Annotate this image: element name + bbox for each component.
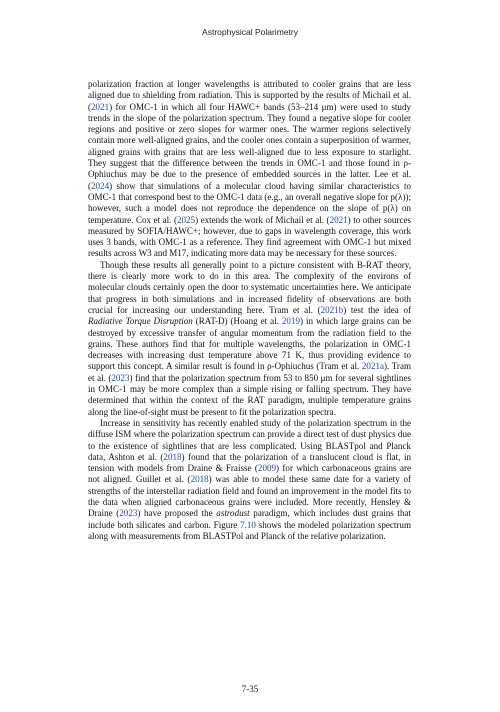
italic-term: Radiative Torque Disruption [88, 316, 193, 327]
text-run: ) found that the polarization of a translucent cloud is flat, in tension with models from Draine & Fraisse ( [88, 451, 411, 474]
citation-link[interactable]: 2021 [91, 101, 110, 112]
citation-link[interactable]: 2021 [329, 214, 348, 225]
text-run: ) was able to model these same date for a variety of strengths of the interstellar radiation field and found an improvement in the model fits to the data when aligned carbonaceous grains were included. More recently, Hensley & Draine ( [88, 474, 411, 519]
text-run: (RAT-D) (Hoang et al. [192, 316, 282, 327]
citation-link[interactable]: 2025 [176, 214, 196, 225]
paragraph [88, 418, 411, 542]
citation-link[interactable]: 2018 [163, 451, 182, 462]
text-run: Increase in sensitivity has recently enabled study of the polarization spectrum in the diffuse ISM where the polarization spectrum can provide a direct test of dust physics due to the existence of sightlines that are less complicated. Using BLASTpol and Planck data, Ashton et al. ( [88, 417, 411, 462]
text-run: ) find that the polarization spectrum from 53 to 850 μm for several sightlines in OMC-1 may be more complex than a simple rising or falling spectrum. They have determined that within the context of the RAT paradigm, multiple temperature grains along the line-of-sight must be present to fit the polarization spectra. [88, 372, 411, 417]
text-run: ) for which carbonaceous grains are not aligned. Guillet et al. ( [88, 463, 411, 485]
text-run: Though these results all generally point to a picture consistent with B-RAT theory, there is clearly more work to do in this area. The complexity of the environs of molecular clouds certainly open the door to systematic uncertainties here. We anticipate that progress in both simulations and in increased fidelity of observations are both crucial for increasing our understanding here. Tram et al. ( [88, 259, 411, 315]
citation-link[interactable]: 2021a [361, 361, 384, 372]
text-run: ) for OMC-1 in which all four HAWC+ bands (53–214 μm) were used to study trends in the slope of the polarization spectrum. They found a negative slope for cooler regions and positive or zero slopes for warmer ones. The warmer regions selectively contain more well-aligned grains, and the cooler ones contain a superposition of warmer, aligned grains with grains that are less well-aligned due to less exposure to starlight. They suggest that the difference between the trends in OMC-1 and those found in ρ-Ophiuchus may be due to the presence of embedded sources in the latter. Lee et al. ( [88, 101, 411, 191]
text-run: ) in which large grains can be destroyed by excessive transfer of angular momentum from the radiation field to the grains. These authors find that for multiple wavelengths, the polarization in OMC-1 decreases with increasing dust temperature above 71 K, thus providing evidence to support this concept. A similar result is found in ρ-Ophiuchus (Tram et al. [88, 316, 412, 372]
citation-link[interactable]: 2019 [281, 316, 300, 327]
page-number: 7-35 [241, 684, 259, 694]
running-header: Astrophysical Polarimetry [202, 27, 298, 37]
text-run: ) have proposed the [137, 508, 217, 519]
text-run: ) to other sources measured by SOFIA/HAWC+; however, due to gaps in wavelength coverage, this work uses 3 bands, with OMC-1 as a reference. They find agreement with OMC-1 but mixed results across W3 and M17, indicating more data may be necessary for these sources. [88, 214, 411, 259]
text-run: ) test the idea of [343, 304, 411, 315]
paragraph [88, 79, 411, 260]
citation-link[interactable]: 2023 [119, 508, 138, 519]
text-run: paradigm, which includes dust grains that include both silicates and carbon. Figure [88, 508, 412, 530]
paragraph [88, 260, 411, 418]
citation-link[interactable]: 7.10 [240, 519, 256, 530]
citation-link[interactable]: 2009 [257, 463, 277, 474]
text-run: polarization fraction at longer wavelengths is attributed to cooler grains that are less aligned due to shielding from radiation. This is supported by the results of Michail et al. ( [88, 79, 411, 112]
text-run: ) show that simulations of a molecular cloud having similar characteristics to OMC-1 that correspond best to the OMC-1 data (e.g., an overall negative slope for p(λ)); however, such a model does not reproduce the dependence on the slope of p(λ) on temperature. Cox et al. ( [88, 180, 411, 225]
text-run: ). Tram et al. ( [88, 361, 411, 383]
body-text [88, 79, 411, 542]
text-run: shows the modeled polarization spectrum along with measurements from BLASTPol and Planck of the relative polarization. [88, 519, 411, 541]
text-run: ) extends the work of Michail et al. ( [195, 214, 330, 225]
italic-term: astrodust [216, 508, 250, 519]
citation-link[interactable]: 2023 [111, 372, 130, 383]
citation-link[interactable]: 2018 [190, 474, 209, 485]
citation-link[interactable]: 2024 [91, 180, 110, 191]
citation-link[interactable]: 2021b [320, 304, 344, 315]
